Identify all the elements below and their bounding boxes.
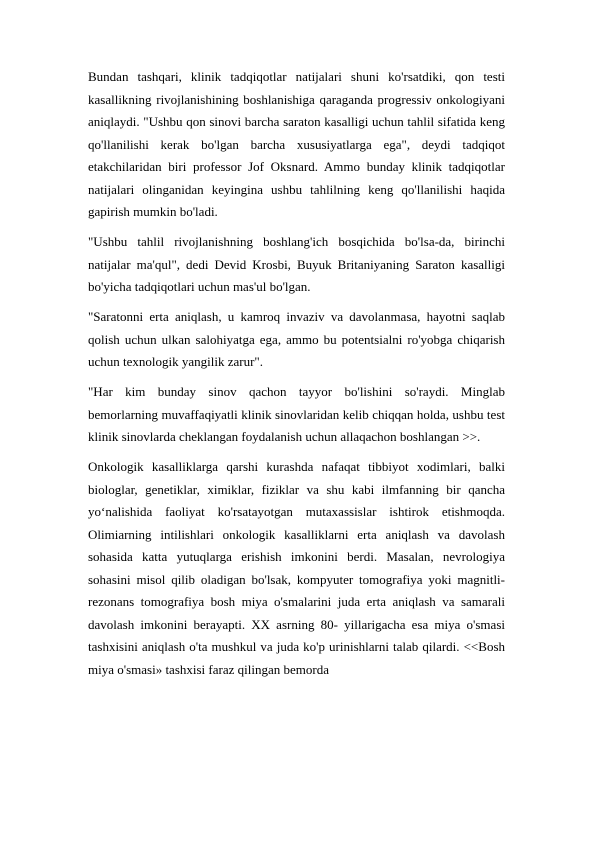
paragraph-oncology-specialists: Onkologik kasalliklarga qarshi kurashda nafaqat tibbiyot xodimlari, balki biologlar, genetiklar, ximiklar, fiziklar va shu kabi ilmfanning bir qancha yo‘nalishida faoliyat ko'rsatayotgan mutaxassislar ishtirok etishmoqda. Olimiarning intilishlari onkologik kasalliklarni erta aniqlash va davolash sohasida katta yutuqlarga erishish imkonini berdi. Masalan, nevrologiya sohasini misol qilib oladigan bo'lsak, kompyuter tomografiya yoki magnitli-rezonans tomografiya bosh miya o'smalarini juda erta aniqlash va samarali davolash imkonini berayapti. XX asrning 80- yillarigacha esa miya o'smasi tashxisini aniqlash o'ta mushkul va juda ko'p urinishlarni talab qilardi. <<Bosh miya o'smasi» tashxisi faraz qilingan bemorda <box>88 459 505 677</box>
paragraph-blood-test-results: Bundan tashqari, klinik tadqiqotlar natijalari shuni ko'rsatdiki, qon testi kasallikning rivojlanishining boshlanishiga qaraganda progressiv onkologiyani aniqlaydi. "Ushbu qon sinovi barcha saraton kasalligi uchun tahlil sifatida keng qo'llanilishi kerak bo'lgan barcha xususiyatlarga ega", deydi tadqiqot etakchilaridan biri professor Jof Oksnard. Ammo bunday klinik tadqiqotlar natijalari olinganidan keyingina ushbu tahlilning keng qo'llanilishi haqida gapirish mumkin bo'ladi. <box>88 69 505 219</box>
paragraph-david-crosby-quote: "Ushbu tahlil rivojlanishning boshlang'ich bosqichida bo'lsa-da, birinchi natijalar ma'qul", dedi Devid Krosbi, Buyuk Britaniyaning Saraton kasalligi bo'yicha tadqiqotlari uchun mas'ul bo'lgan. <box>88 234 505 294</box>
paragraph-early-detection-quote: "Saratonni erta aniqlash, u kamroq invaziv va davolanmasa, hayotni saqlab qolish uchun ulkan salohiyatga ega, ammo bu potentsialni ro'yobga chiqarish uchun texnologik yangilik zarur". <box>88 309 505 369</box>
document-page <box>88 66 505 689</box>
paragraph-clinical-trials-quote: "Har kim bunday sinov qachon tayyor bo'lishini so'raydi. Minglab bemorlarning muvaffaqiyatli klinik sinovlaridan kelib chiqqan holda, ushbu test klinik sinovlarda cheklangan foydalanish uchun allaqachon boshlangan >>. <box>88 384 505 444</box>
